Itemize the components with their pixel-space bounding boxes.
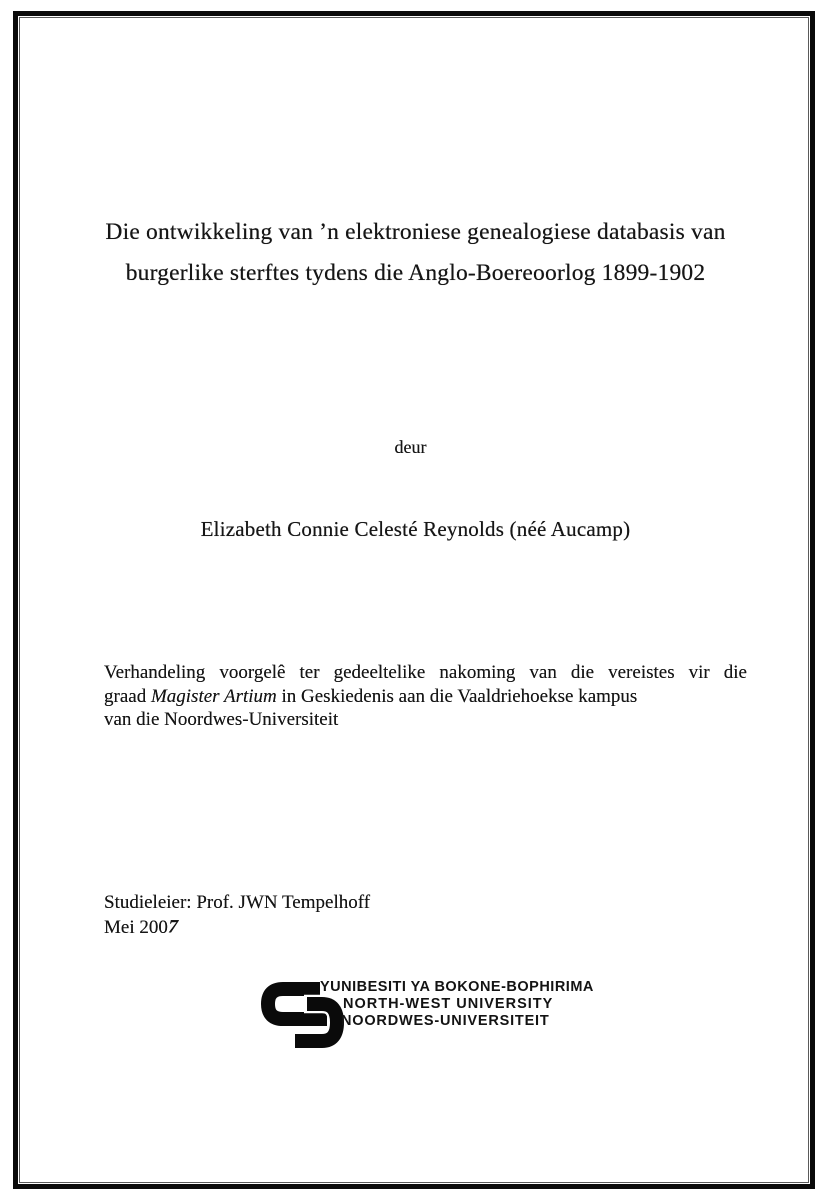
submission-statement [104,661,747,732]
date-prefix: Mei 200 [104,917,168,938]
logo-text-setswana: YUNIBESITI YA BOKONE-BOPHIRIMA [320,979,594,995]
statement-line3: van die Noordwes-Universiteit [104,709,339,730]
statement-line2-suffix: in Geskiedenis aan die Vaaldriehoekse kampus [276,685,638,707]
byline-label: deur [394,437,427,457]
statement-line1: Verhandeling voorgelê ter gedeeltelike nakoming van die vereistes vir die [104,662,747,683]
page-border-outer [13,11,815,1189]
page-border-inner [19,17,809,1183]
thesis-title-line2: burgerlike sterftes tydens die Anglo-Boereoorlog 1899-1902 [125,260,706,286]
statement-line2 [104,685,747,709]
degree-name: Magister Artium [150,685,277,707]
closing-block [104,890,370,940]
date-line [104,915,370,940]
logo-text-afrikaans: NOORDWES-UNIVERSITEIT [341,1013,550,1029]
statement-line2-prefix: graad [104,685,151,707]
thesis-title [60,212,771,294]
supervisor-line: Studieleier: Prof. JWN Tempelhoff [104,892,371,913]
author-name: Elizabeth Connie Celesté Reynolds (néé Aucamp) [200,517,631,541]
thesis-title-line1: Die ontwikkeling van ’n elektroniese genealogiese databasis van [105,219,726,245]
date-last-digit: 7 [165,916,181,938]
logo-text-english: NORTH-WEST UNIVERSITY [343,996,554,1012]
